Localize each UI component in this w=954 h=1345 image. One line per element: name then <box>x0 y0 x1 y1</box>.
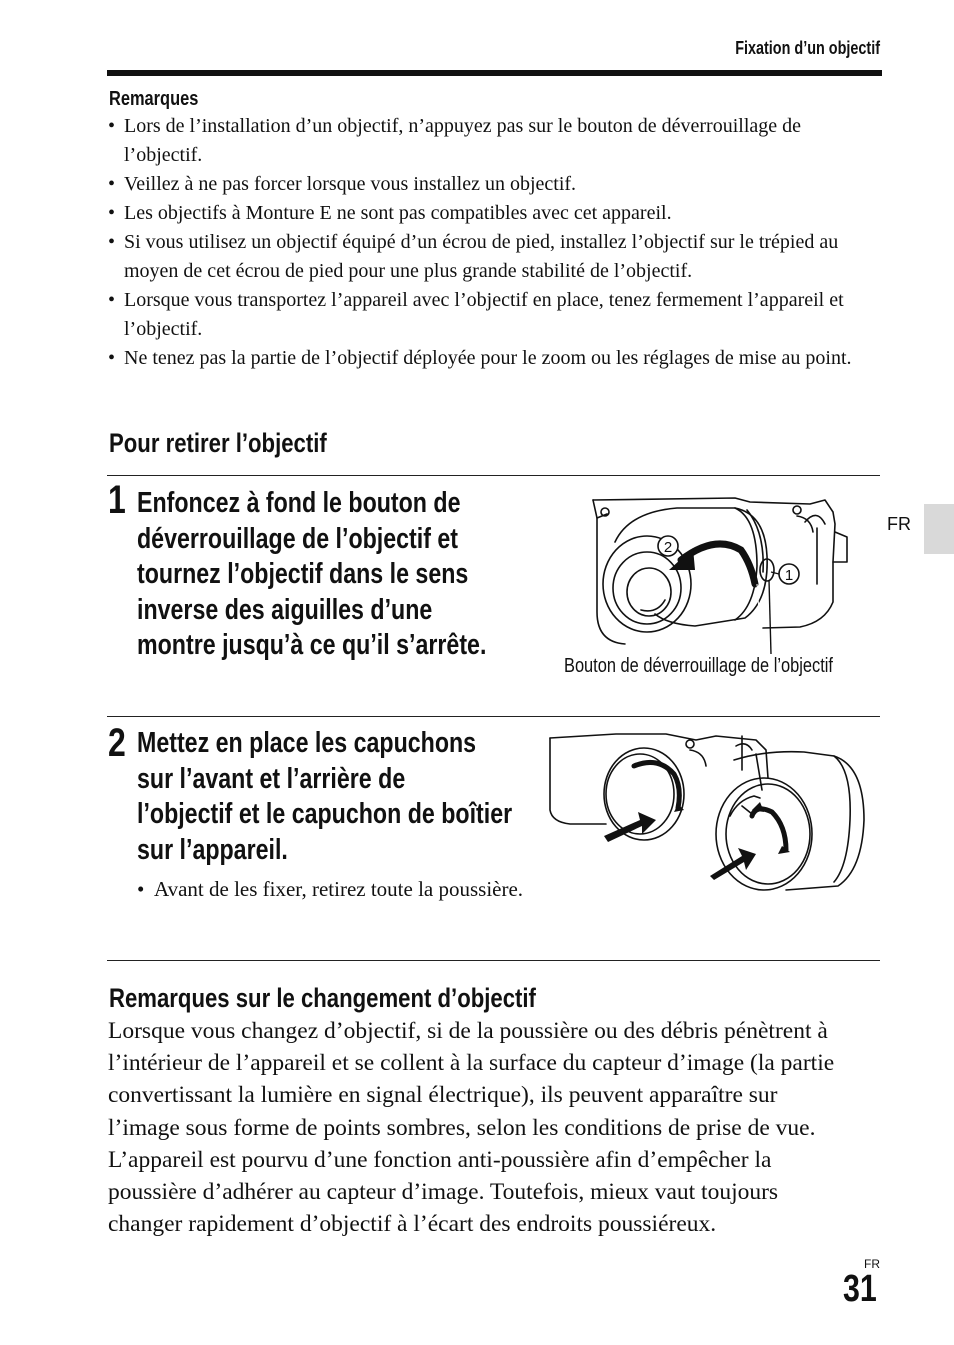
marker-2: 2 <box>663 539 673 556</box>
step-note: • Avant de les fixer, retirez toute la poussière. <box>137 874 524 904</box>
list-item: • Lorsque vous transportez l’appareil avec l’objectif en place, tenez fermement l’appareil et l’objectif. <box>108 286 880 344</box>
page-number: 31 <box>843 1268 877 1310</box>
section-heading-change: Remarques sur le changement d’objectif <box>109 983 536 1013</box>
body-paragraph: Lorsque vous changez d’objectif, si de la poussière ou des débris pénètrent à l’intérieur de l’appareil et se collent à la surface du capteur d’image (la partie convertissant la lumière en signal électrique), ils peuvent apparaître sur l’image sous forme de points sombres, selon les conditions de prise de vue. L’appareil est pourvu d’une fonction anti-poussière afin d’empêcher la poussière d’adhérer au capteur d’image. Toutefois, mieux vaut toujours changer rapidement d’objectif à l’écart des endroits poussiéreux. <box>108 1018 835 1238</box>
step-number: 1 <box>108 478 126 522</box>
list-item: • Les objectifs à Monture E ne sont pas compatibles avec cet appareil. <box>108 199 880 228</box>
divider <box>107 475 880 476</box>
section-heading-remove: Pour retirer l’objectif <box>109 428 327 458</box>
running-header: Fixation d’un objectif <box>735 38 880 58</box>
lens-removal-illustration <box>585 492 855 662</box>
notes-title: Remarques <box>109 88 199 110</box>
header-rule <box>107 70 882 76</box>
footer-language: FR <box>864 1257 880 1271</box>
caps-attach-illustration <box>546 730 876 910</box>
side-tab-marker <box>924 504 954 554</box>
figure-caption: Bouton de déverrouillage de l’objectif <box>564 655 833 677</box>
notes-list <box>108 112 880 373</box>
divider <box>107 716 880 717</box>
step-instruction: Enfoncez à fond le bouton de déverrouillage de l’objectif et tournez l’objectif dans le sens inverse des aiguilles d’une montre jusqu’à ce qu’il s’arrête. <box>137 487 487 661</box>
list-item: • Veillez à ne pas forcer lorsque vous installez un objectif. <box>108 170 880 199</box>
marker-1: 1 <box>784 567 794 584</box>
step-number: 2 <box>108 721 126 765</box>
side-language-label: FR <box>887 514 911 534</box>
divider <box>107 960 880 961</box>
list-item: • Si vous utilisez un objectif équipé d’un écrou de pied, installez l’objectif sur le trépied au moyen de cet écrou de pied pour une plus grande stabilité de l’objectif. <box>108 228 880 286</box>
step-instruction: Mettez en place les capuchons sur l’avant et l’arrière de l’objectif et le capuchon de boîtier sur l’appareil. <box>137 727 513 866</box>
list-item: • Lors de l’installation d’un objectif, n’appuyez pas sur le bouton de déverrouillage de l’objectif. <box>108 112 880 170</box>
list-item: • Ne tenez pas la partie de l’objectif déployée pour le zoom ou les réglages de mise au point. <box>108 344 880 373</box>
